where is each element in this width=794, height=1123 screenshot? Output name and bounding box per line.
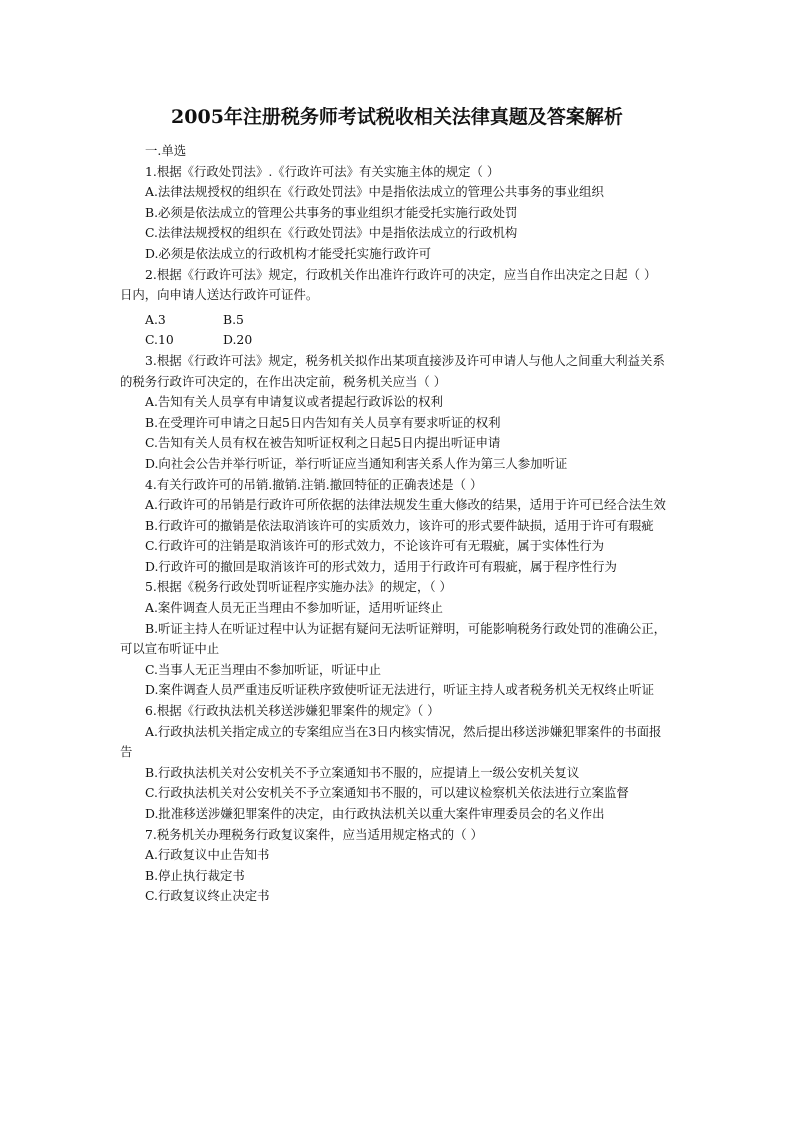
section-heading: 一.单选 xyxy=(145,143,187,158)
option-c: C.行政复议终止决定书 xyxy=(145,888,270,904)
question-1 xyxy=(120,162,668,265)
question-stem: 6.根据《行政执法机关移送涉嫌犯罪案件的规定》（ ） xyxy=(145,703,440,719)
question-5 xyxy=(120,577,668,701)
option-d: D.批准移送涉嫌犯罪案件的决定，由行政执法机关以重大案件审理委员会的名义作出 xyxy=(145,806,605,821)
option-c: C.告知有关人员有权在被告知听证权利之日起5日内提出听证申请 xyxy=(145,435,501,451)
question-stem: 4.有关行政许可的吊销.撤销.注销.撤回特征的正确表述是（ ） xyxy=(145,476,483,492)
question-stem: 7.税务机关办理税务行政复议案件，应当适用规定格式的（ ） xyxy=(145,826,483,842)
option-row xyxy=(120,310,668,331)
document-title: 2005年注册税务师考试税收相关法律真题及答案解析 xyxy=(171,106,623,128)
question-stem: 5.根据《税务行政处罚听证程序实施办法》的规定，（ ） xyxy=(145,579,452,595)
option-b: B.行政许可的撤销是依法取消该许可的实质效力，该许可的形式要件缺损，适用于许可有瑕疵 xyxy=(145,517,654,533)
option-c: C.当事人无正当理由不参加听证，听证中止 xyxy=(145,661,382,677)
option-b: B.听证主持人在听证过程中认为证据有疑问无法听证辩明，可能影响税务行政处罚的准确公正，可以宣布听证中止 xyxy=(120,620,667,657)
option-c: C.行政许可的注销是取消该许可的形式效力，不论该许可有无瑕疵，属于实体性行为 xyxy=(145,538,605,554)
option-a: A.告知有关人员享有申请复议或者提起行政诉讼的权利 xyxy=(145,394,443,410)
option-d: D.向社会公告并举行听证，举行听证应当通知利害关系人作为第三人参加听证 xyxy=(145,455,568,471)
option-d: D.必须是依法成立的行政机构才能受托实施行政许可 xyxy=(145,245,432,261)
question-2 xyxy=(120,265,668,351)
option-d: D.行政许可的撤回是取消该许可的形式效力，适用于行政许可有瑕疵，属于程序性行为 xyxy=(145,558,617,574)
option-a: A.案件调查人员无正当理由不参加听证，适用听证终止 xyxy=(145,600,443,616)
option-b: B.行政执法机关对公安机关不予立案通知书不服的，应提请上一级公安机关复议 xyxy=(145,764,580,780)
option-a: A.行政许可的吊销是行政许可所依据的法律法规发生重大修改的结果，适用于许可已经合法生效 xyxy=(145,497,666,513)
option-a: A.3 xyxy=(145,311,166,327)
option-c: C.10 xyxy=(145,332,174,348)
question-3 xyxy=(120,351,668,475)
option-row xyxy=(120,330,668,351)
option-b: B.5 xyxy=(223,311,244,327)
option-c: C.行政执法机关对公安机关不予立案通知书不服的，可以建议检察机关依法进行立案监督 xyxy=(145,785,629,801)
question-stem: 3.根据《行政许可法》规定，税务机关拟作出某项直接涉及许可申请人与他人之间重大利益关系的税务行政许可决定的，在作出决定前，税务机关应当（ ） xyxy=(120,352,665,389)
option-d: D.20 xyxy=(223,332,253,348)
option-c: C.法律法规授权的组织在《行政处罚法》中是指依法成立的行政机构 xyxy=(145,225,518,241)
question-stem: 1.根据《行政处罚法》.《行政许可法》有关实施主体的规定（ ） xyxy=(145,163,500,179)
option-b: B.在受理许可申请之日起5日内告知有关人员享有要求听证的权利 xyxy=(145,414,501,430)
option-d: D.案件调查人员严重违反听证秩序致使听证无法进行，听证主持人或者税务机关无权终止听证 xyxy=(145,682,655,698)
option-b: B.停止执行裁定书 xyxy=(145,867,245,883)
question-4 xyxy=(120,475,668,578)
question-stem: 2.根据《行政许可法》规定，行政机关作出准许行政许可的决定，应当自作出决定之日起（ ）日内，向申请人送达行政许可证件。 xyxy=(120,266,657,303)
document-body xyxy=(120,141,668,907)
question-6 xyxy=(120,701,668,825)
option-a: A.行政执法机关指定成立的专案组应当在3日内核实情况，然后提出移送涉嫌犯罪案件的书面报告 xyxy=(120,723,662,760)
option-a: A.法律法规授权的组织在《行政处罚法》中是指依法成立的管理公共事务的事业组织 xyxy=(145,184,604,200)
option-a: A.行政复议中止告知书 xyxy=(145,847,270,863)
question-7 xyxy=(120,825,668,907)
option-b: B.必须是依法成立的管理公共事务的事业组织才能受托实施行政处罚 xyxy=(145,204,518,220)
